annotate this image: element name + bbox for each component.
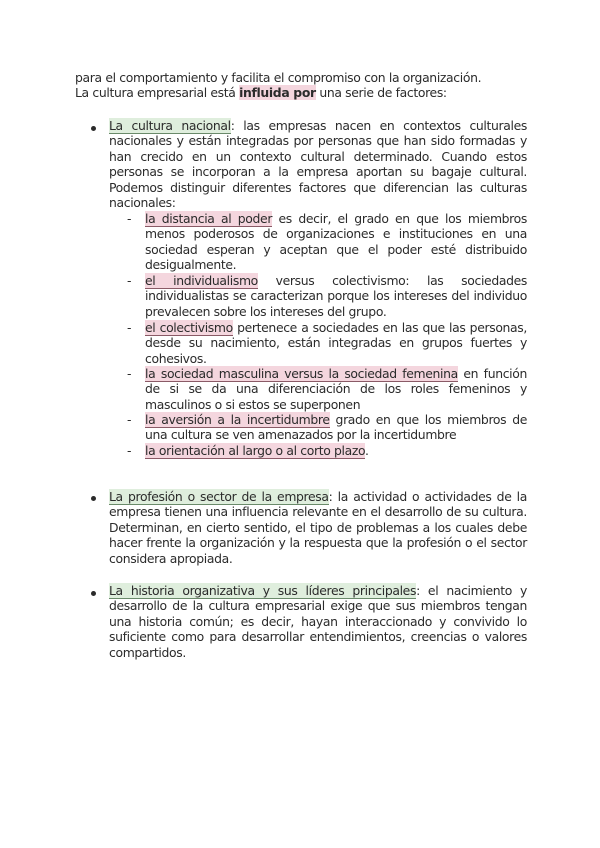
sub-item-collectivism <box>145 320 527 366</box>
bullet-dot <box>91 126 96 131</box>
sub-item-highlight: la distancia al poder <box>145 211 273 226</box>
factor-title: La cultura nacional <box>109 118 231 133</box>
sub-item-highlight: la orientación al largo o al corto plazo <box>145 443 366 458</box>
intro-line-2-end: una serie de factores: <box>315 85 447 101</box>
sub-item-power-distance <box>145 211 527 273</box>
factor-text: : la actividad o actividades de la empresa tienen una influencia relevante en el desarrollo de su cultura. Determinan, en cierto sentido, el tipo de problemas a los cuales debe hacer frente la organización y la respuesta que la profesión o el sector considera apropiada. <box>109 489 527 566</box>
intro-paragraph <box>75 70 527 101</box>
sub-item-highlight: la sociedad masculina versus la sociedad femenina <box>145 366 458 381</box>
sub-item-text: pertenece a sociedades en las que las personas, desde su nacimiento, están integradas en grupos fuertes y cohesivos. <box>145 320 527 366</box>
dash-marker: - <box>127 443 132 458</box>
sub-item-highlight: el individualismo <box>145 273 258 288</box>
dash-marker: - <box>127 320 132 335</box>
intro-highlight: influida por <box>239 85 316 101</box>
bullet-dot <box>91 591 96 596</box>
factor-national-culture <box>109 118 527 210</box>
dash-marker: - <box>127 273 132 288</box>
sub-item-orientation <box>145 443 527 458</box>
intro-line-1: para el comportamiento y facilita el compromiso con la organización. <box>75 70 482 85</box>
factor-profession-sector <box>109 489 527 566</box>
sub-item-individualism <box>145 273 527 319</box>
dash-marker: - <box>127 412 132 427</box>
dash-marker: - <box>127 211 132 226</box>
sub-item-uncertainty-avoidance <box>145 412 527 443</box>
dash-marker: - <box>127 366 132 381</box>
sub-item-text: en función de si se da una diferenciación de los roles femeninos y masculinos o si estos se superponen <box>145 366 527 412</box>
sub-item-masculinity <box>145 366 527 412</box>
factor-text: : el nacimiento y desarrollo de la cultura empresarial exige que sus miembros tengan una historia común; es decir, hayan interaccionado y convivido lo suficiente como para desarrollar entendimientos, creencias o valores compartidos. <box>109 583 527 660</box>
sub-item-highlight: el colectivismo <box>145 320 233 335</box>
sub-item-text: . <box>365 443 369 458</box>
sub-item-text: grado en que los miembros de una cultura se ven amenazados por la incertidumbre <box>145 412 527 443</box>
sub-item-text: es decir, el grado en que los miembros menos poderosos de organizaciones e instituciones en una sociedad esperan y aceptan que el poder esté distribuido desigualmente. <box>145 211 527 273</box>
sub-item-highlight: la aversión a la incertidumbre <box>145 412 330 427</box>
factor-title: La historia organizativa y sus líderes principales <box>109 583 417 598</box>
factor-organizational-history <box>109 583 527 660</box>
bullet-dot <box>91 496 96 501</box>
sub-item-text: versus colectivismo: las sociedades individualistas se caracterizan porque los intereses del individuo prevalecen sobre los intereses del grupo. <box>145 273 527 319</box>
factor-text: : las empresas nacen en contextos culturales nacionales y están integradas por personas que han sido formadas y han crecido en un contexto cultural determinado. Cuando estos personas se incorporan a la empresa aportan su bagaje cultural. Podemos distinguir diferentes factores que diferencian las culturas nacionales: <box>109 118 527 211</box>
factor-title: La profesión o sector de la empresa <box>109 489 329 504</box>
intro-line-2-start: La cultura empresarial está <box>75 85 240 101</box>
